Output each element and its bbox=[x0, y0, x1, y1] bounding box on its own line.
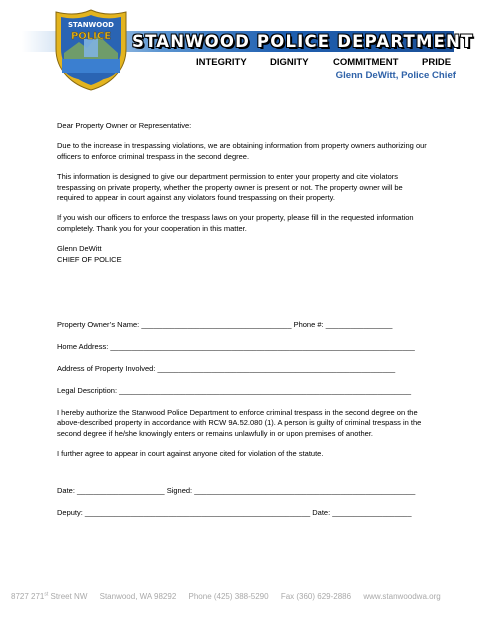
footer-fax: Fax (360) 629-2886 bbox=[280, 591, 352, 601]
footer-contact bbox=[11, 591, 471, 601]
authorization-paragraph: I hereby authorize the Stanwood Police Department to enforce criminal trespass in the second degree on the above-described property in accordance with RCW 9A.52.080 (1). A person is guilty of criminal trespass in the second degree if he/she knowingly enters or remains unlawfully in or upon premises of another. bbox=[57, 408, 422, 438]
date-signed-field[interactable]: Date: _____________________ Signed: _____________________________________________________ bbox=[57, 486, 416, 495]
property-address-field[interactable]: Address of Property Involved: _________________________________________________________ bbox=[57, 364, 396, 373]
paragraph-1: Due to the increase in trespassing violations, we are obtaining information from property owners authorizing our officers to enforce criminal trespass in the second degree. bbox=[57, 141, 427, 161]
salutation: Dear Property Owner or Representative: bbox=[57, 121, 192, 130]
police-chief-name: Glenn DeWitt, Police Chief bbox=[335, 70, 456, 81]
badge-police-text: POLICE bbox=[70, 31, 112, 42]
footer-street: 8727 271st Street NW bbox=[11, 591, 88, 601]
motto-dignity: DIGNITY bbox=[270, 57, 309, 68]
authorization-block bbox=[57, 408, 427, 470]
signer-name: Glenn DeWitt bbox=[57, 244, 102, 254]
motto-pride: PRIDE bbox=[422, 57, 452, 68]
letter-body bbox=[57, 121, 427, 265]
agreement-paragraph: I further agree to appear in court against anyone cited for violation of the statute. bbox=[57, 449, 324, 459]
signer-title: CHIEF OF POLICE bbox=[57, 254, 122, 264]
footer-website[interactable]: www.stanwoodwa.org bbox=[363, 591, 441, 601]
police-badge-icon bbox=[54, 9, 128, 91]
footer-city: Stanwood, WA 98292 bbox=[99, 591, 177, 601]
motto-integrity: INTEGRITY bbox=[196, 57, 247, 68]
letterhead bbox=[0, 0, 480, 100]
badge-top-text: STANWOOD bbox=[68, 21, 114, 29]
department-title: STANWOOD POLICE DEPARTMENT bbox=[132, 32, 474, 51]
legal-description-field[interactable]: Legal Description: ______________________________________________________________________ bbox=[57, 386, 412, 395]
footer-phone: Phone (425) 388-5290 bbox=[188, 591, 269, 601]
home-address-field[interactable]: Home Address: _________________________________________________________________________ bbox=[57, 342, 415, 351]
motto-commitment: COMMITMENT bbox=[333, 57, 399, 68]
paragraph-3: If you wish our officers to enforce the trespass laws on your property, please fill in the requested information completely. Thank you for your cooperation in this matter. bbox=[57, 213, 414, 233]
owner-name-phone-field[interactable]: Property Owner’s Name: ____________________________________ Phone #: ________________ bbox=[57, 320, 393, 329]
deputy-date-field[interactable]: Deputy: ______________________________________________________ Date: ___________________ bbox=[57, 508, 412, 517]
paragraph-2: This information is designed to give our department permission to enter your property and cite violators trespassing on private property, whether the property owner is present or not. The property owner will be required to appear in court against any violators found trespassing on their property. bbox=[57, 172, 403, 203]
